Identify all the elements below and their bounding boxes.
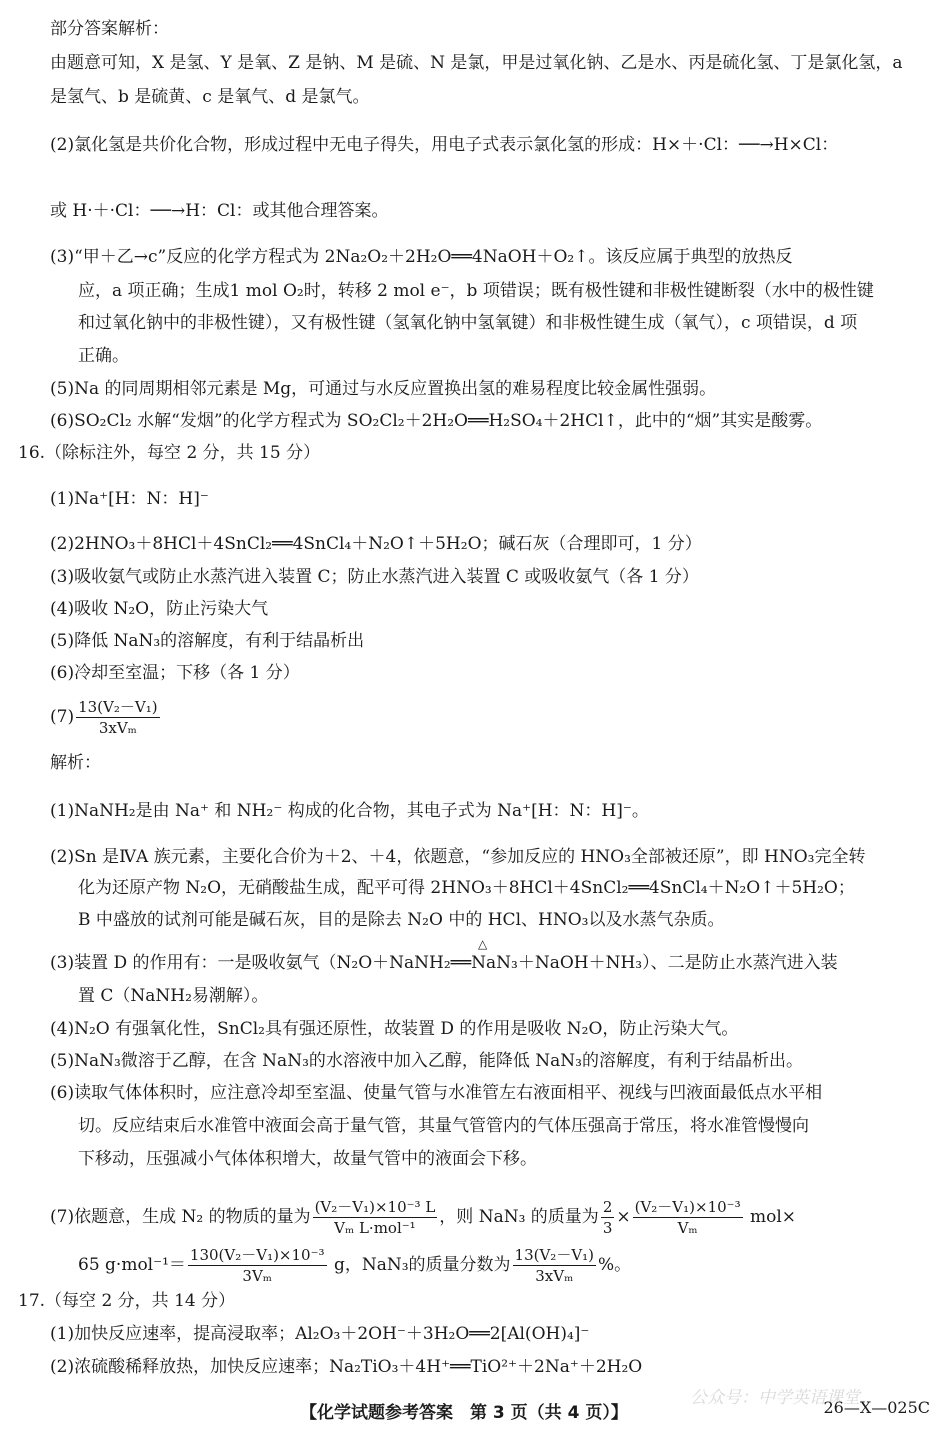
q16-analysis-7-line-2 — [78, 1246, 934, 1285]
q16-analysis-7-line-1 — [50, 1198, 934, 1237]
q16-analysis-4: (4)N₂O 有强氧化性，SnCl₂具有强还原性，故装置 D 的作用是吸收 N₂O，防止污染大气。 — [50, 1019, 739, 1039]
q16-answer-2: (2)2HNO₃＋8HCl＋4SnCl₂══4SnCl₄＋N₂O↑＋5H₂O；碱石灰（合理即可，1 分） — [50, 534, 702, 554]
q17-answer-1: (1)加快反应速率，提高浸取率；Al₂O₃＋2OH⁻＋3H₂O══2[Al(OH)₄]⁻ — [50, 1324, 590, 1344]
q16-analysis-label: 解析： — [50, 753, 101, 773]
q16-analysis-3-line-1 — [50, 952, 934, 974]
q16-7-text-4: mol× — [750, 1207, 797, 1227]
q16-analysis-3-text: (3)装置 D 的作用有：一是吸收氨气（N₂O＋NaNH₂══NaN₃＋NaOH＋NH₃）、二是防止水蒸汽进入装 — [50, 953, 838, 973]
q16-answer-7 — [50, 698, 934, 737]
q15-3-line-1: (3)“甲＋乙→c”反应的化学方程式为 2Na₂O₂＋2H₂O══4NaOH＋O₂↑。该反应属于典型的放热反 — [50, 247, 793, 267]
document-code: 26—X—025C — [823, 1398, 930, 1417]
q15-2-equation-alt: Cl：──→H：Cl： — [115, 201, 253, 221]
q15-6: (6)SO₂Cl₂ 水解“发烟”的化学方程式为 SO₂Cl₂＋2H₂O══H₂SO₄＋2HCl↑，此中的“烟”其实是酸雾。 — [50, 411, 823, 431]
q15-2-text: (2)氯化氢是共价化合物，形成过程中无电子得失，用电子式表示氯化氢的形成： — [50, 135, 653, 155]
fraction-numerator: 130(V₂－V₁)×10⁻³ — [189, 1246, 325, 1264]
fraction-denominator: Vₘ L·mol⁻¹ — [334, 1219, 416, 1237]
watermark: 公众号：中学英语课堂 — [690, 1388, 860, 1408]
fraction-numerator: (V₂－V₁)×10⁻³ — [634, 1198, 741, 1216]
moles-fraction — [313, 1198, 438, 1237]
q16-7-text-1: (7)依题意，生成 N₂ 的物质的量为 — [50, 1207, 311, 1227]
mass-percent-fraction — [513, 1246, 596, 1285]
fraction-numerator: 2 — [602, 1198, 613, 1216]
times-sign: × — [616, 1207, 631, 1227]
fraction-denominator: 3xVₘ — [98, 719, 137, 737]
q16-analysis-3-line-2: 置 C（NaNH₂易潮解）。 — [78, 986, 269, 1006]
fraction-denominator: 3Vₘ — [242, 1267, 272, 1285]
q16-analysis-2-line-1: (2)Sn 是ⅣA 族元素，主要化合价为＋2、＋4，依题意，“参加反应的 HNO₃全部被还原”，即 HNO₃完全转 — [50, 847, 866, 867]
q16-answer-5: (5)降低 NaN₃的溶解度，有利于结晶析出 — [50, 631, 365, 651]
q16-analysis-6-line-3: 下移动，压强减小气体体积增大，故量气管中的液面会下移。 — [78, 1149, 537, 1169]
fraction-numerator: 13(V₂－V₁) — [514, 1246, 595, 1264]
q17-answer-2: (2)浓硫酸稀释放热，加快反应速率；Na₂TiO₃＋4H⁺══TiO²⁺＋2Na⁺＋2H₂O — [50, 1357, 643, 1377]
fraction-numerator: (V₂－V₁)×10⁻³ L — [314, 1198, 436, 1216]
q16-7-text-5: 65 g·mol⁻¹＝ — [78, 1255, 186, 1275]
q16-title: 16.（除标注外，每空 2 分，共 15 分） — [18, 443, 321, 463]
q15-2-equation: H×＋·Cl：──→H×Cl： — [652, 135, 839, 155]
q16-analysis-2-line-2: 化为还原产物 N₂O，无硝酸盐生成，配平可得 2HNO₃＋8HCl＋4SnCl₂══4SnCl₄＋N₂O↑＋5H₂O； — [78, 878, 855, 898]
q16-7-text-7: %。 — [598, 1255, 632, 1275]
q15-3-line-2: 应，a 项正确；生成1 mol O₂时，转移 2 mol e⁻，b 项错误；既有极性键和非极性键断裂（水中的极性键 — [78, 281, 874, 301]
q16-answer-6: (6)冷却至室温；下移（各 1 分） — [50, 663, 300, 683]
q16-answer-3: (3)吸收氨气或防止水蒸汽进入装置 C；防止水蒸汽进入装置 C 或吸收氨气（各 1 分） — [50, 567, 699, 587]
q15-2-line-1 — [50, 134, 934, 156]
fraction-denominator: Vₘ — [677, 1219, 698, 1237]
q16-answer-7-fraction — [76, 698, 159, 737]
q15-2-suffix: 或其他合理答案。 — [252, 201, 389, 221]
mass-fraction — [188, 1246, 327, 1285]
intro-line-2: 是氢气、b 是硫黄、c 是氧气、d 是氯气。 — [50, 87, 370, 107]
two-thirds-fraction — [601, 1198, 615, 1237]
section-header: 部分答案解析： — [50, 19, 169, 39]
q16-analysis-2-line-3: B 中盛放的试剂可能是碱石灰，目的是除去 N₂O 中的 HCl、HNO₃以及水蒸气杂质。 — [78, 910, 725, 930]
fraction-numerator: 13(V₂－V₁) — [78, 698, 158, 716]
q15-2-line-2 — [50, 200, 934, 222]
fraction-denominator: 3 — [602, 1219, 613, 1237]
q16-analysis-5: (5)NaN₃微溶于乙醇，在含 NaN₃的水溶液中加入乙醇，能降低 NaN₃的溶解度，有利于结晶析出。 — [50, 1051, 803, 1071]
heat-symbol: △ — [478, 937, 488, 951]
q17-title: 17.（每空 2 分，共 14 分） — [18, 1291, 236, 1311]
q16-analysis-6-line-2: 切。反应结束后水准管中液面会高于量气管，其量气管管内的气体压强高于常压，将水准管慢慢向 — [78, 1116, 809, 1136]
q16-answer-7-label: (7) — [50, 707, 75, 727]
q16-7-text-2: ，则 NaN₃ 的质量为 — [439, 1207, 599, 1227]
q16-7-text-6: g，NaN₃的质量分数为 — [333, 1255, 511, 1275]
volume-fraction — [633, 1198, 743, 1237]
q15-5: (5)Na 的同周期相邻元素是 Mg，可通过与水反应置换出氢的难易程度比较金属性强弱。 — [50, 379, 717, 399]
q16-answer-1: (1)Na⁺[H：N：H]⁻ — [50, 489, 209, 509]
q15-2-prefix: 或 H·＋· — [50, 201, 116, 221]
q16-analysis-6-line-1: (6)读取气体体积时，应注意冷却至室温、使量气管与水准管左右液面相平、视线与凹液面最低点水平相 — [50, 1083, 823, 1103]
q15-3-line-3: 和过氧化钠中的非极性键），又有极性键（氢氧化钠中氢氧键）和非极性键生成（氧气），c 项错误，d 项 — [78, 313, 858, 333]
intro-line-1: 由题意可知，X 是氢、Y 是氧、Z 是钠、M 是硫、N 是氯，甲是过氧化钠、乙是水、丙是硫化氢、丁是氯化氢，a — [50, 53, 903, 73]
q16-answer-4: (4)吸收 N₂O，防止污染大气 — [50, 599, 269, 619]
fraction-denominator: 3xVₘ — [535, 1267, 574, 1285]
page-footer: 【化学试题参考答案 第 3 页（共 4 页）】 — [300, 1403, 628, 1423]
q16-analysis-1: (1)NaNH₂是由 Na⁺ 和 NH₂⁻ 构成的化合物，其电子式为 Na⁺[H：N：H]⁻。 — [50, 801, 649, 821]
q15-3-line-4: 正确。 — [78, 346, 129, 366]
